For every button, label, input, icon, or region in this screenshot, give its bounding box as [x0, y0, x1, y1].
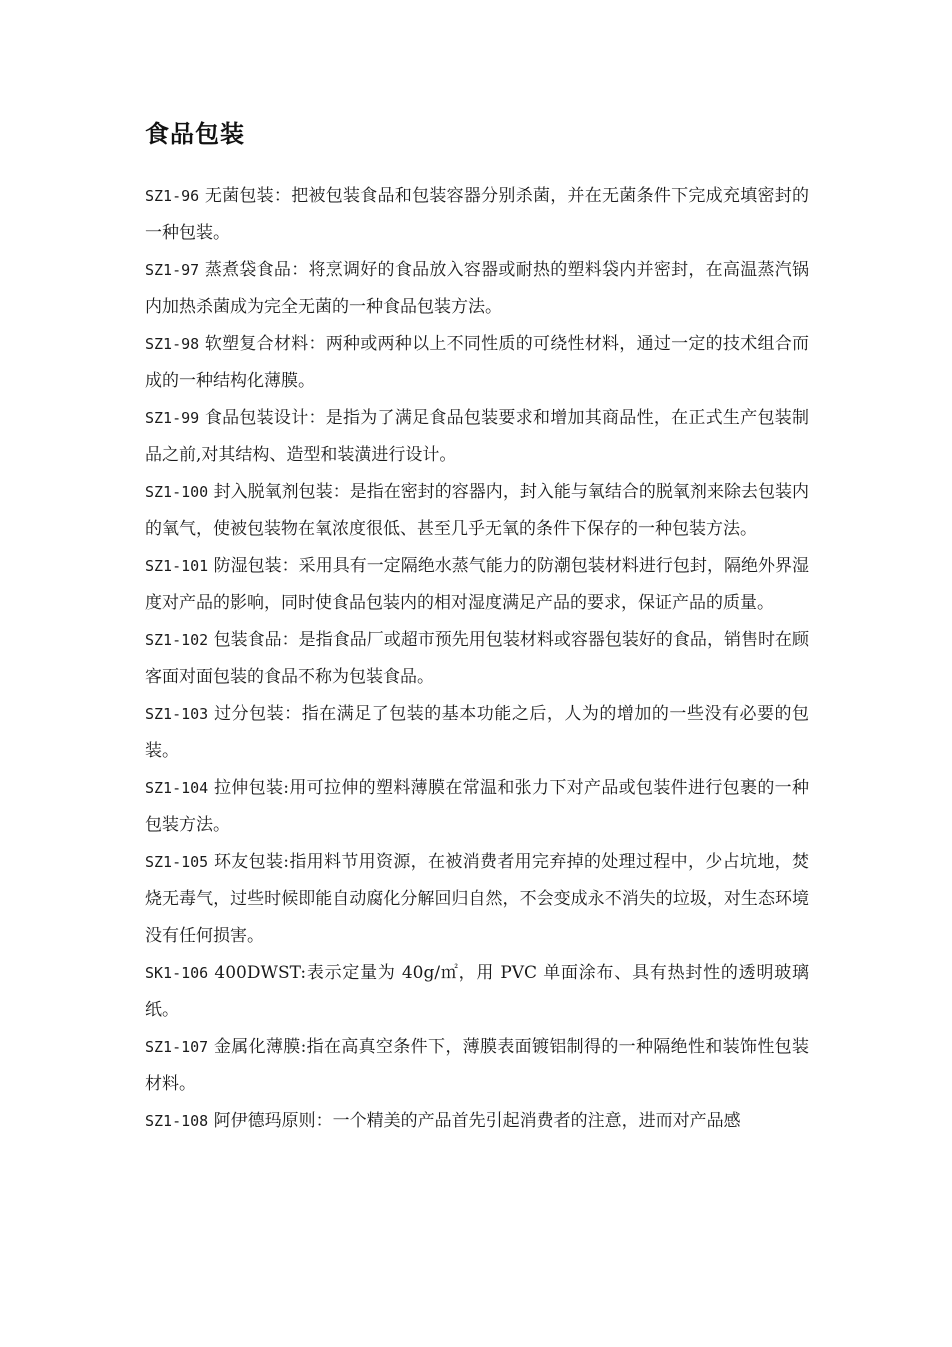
glossary-entry: [145, 474, 809, 548]
entry-text: 封入脱氧剂包装：是指在密封的容器内，封入能与氧结合的脱氧剂来除去包装内的氧气，使被包装物在氧浓度很低、甚至几乎无氧的条件下保存的一种包装方法。: [145, 482, 809, 539]
entry-text: 环友包装:指用料节用资源，在被消费者用完弃掉的处理过程中，少占坑地，焚烧无毒气，过些时候即能自动腐化分解回归自然，不会变成永不消失的垃圾，对生态环境没有任何损害。: [145, 852, 809, 946]
glossary-entry: [145, 622, 809, 696]
glossary-entry: [145, 252, 809, 326]
entry-text: 过分包装：指在满足了包装的基本功能之后，人为的增加的一些没有必要的包装。: [145, 704, 809, 761]
entry-code: SZ1-105: [145, 853, 209, 871]
entry-text: 无菌包装：把被包装食品和包装容器分别杀菌，并在无菌条件下完成充填密封的一种包装。: [145, 186, 809, 243]
entry-code: SZ1-101: [145, 557, 209, 575]
glossary-entry: [145, 1029, 809, 1103]
entry-text: 拉伸包装:用可拉伸的塑料薄膜在常温和张力下对产品或包装件进行包裹的一种包装方法。: [145, 778, 809, 835]
entry-code: SZ1-99: [145, 409, 200, 427]
entry-text: 400DWST:表示定量为 40g/㎡，用 PVC 单面涂布、具有热封性的透明玻璃纸。: [145, 963, 809, 1020]
glossary-entry: [145, 770, 809, 844]
glossary-entry: [145, 400, 809, 474]
entry-code: SZ1-108: [145, 1112, 209, 1130]
glossary-entry: [145, 1103, 809, 1140]
glossary-entry: [145, 955, 809, 1029]
glossary-entry: [145, 548, 809, 622]
glossary-body: [145, 178, 809, 1140]
page-title: 食品包装: [145, 120, 245, 148]
entry-code: SK1-106: [145, 964, 209, 982]
glossary-entry: [145, 326, 809, 400]
entry-code: SZ1-104: [145, 779, 209, 797]
glossary-entry: [145, 178, 809, 252]
entry-text: 食品包装设计：是指为了满足食品包装要求和增加其商品性，在正式生产包装制品之前,对其结构、造型和装潢进行设计。: [145, 408, 809, 465]
entry-text: 蒸煮袋食品：将烹调好的食品放入容器或耐热的塑料袋内并密封，在高温蒸汽锅内加热杀菌成为完全无菌的一种食品包装方法。: [145, 260, 809, 317]
entry-code: SZ1-97: [145, 261, 200, 279]
entry-text: 阿伊德玛原则：一个精美的产品首先引起消费者的注意，进而对产品感: [208, 1111, 741, 1131]
entry-text: 金属化薄膜:指在高真空条件下，薄膜表面镀铝制得的一种隔绝性和装饰性包装材料。: [145, 1037, 809, 1094]
glossary-entry: [145, 696, 809, 770]
entry-code: SZ1-100: [145, 483, 209, 501]
glossary-entry: [145, 844, 809, 955]
entry-text: 软塑复合材料：两种或两种以上不同性质的可绕性材料，通过一定的技术组合而成的一种结构化薄膜。: [145, 334, 809, 391]
entry-text: 包装食品：是指食品厂或超市预先用包装材料或容器包装好的食品，销售时在顾客面对面包装的食品不称为包装食品。: [145, 630, 809, 687]
entry-code: SZ1-96: [145, 187, 200, 205]
entry-code: SZ1-98: [145, 335, 200, 353]
entry-code: SZ1-103: [145, 705, 209, 723]
entry-text: 防湿包装：采用具有一定隔绝水蒸气能力的防潮包装材料进行包封，隔绝外界湿度对产品的影响，同时使食品包装内的相对湿度满足产品的要求，保证产品的质量。: [145, 556, 809, 613]
entry-code: SZ1-102: [145, 631, 209, 649]
entry-code: SZ1-107: [145, 1038, 209, 1056]
